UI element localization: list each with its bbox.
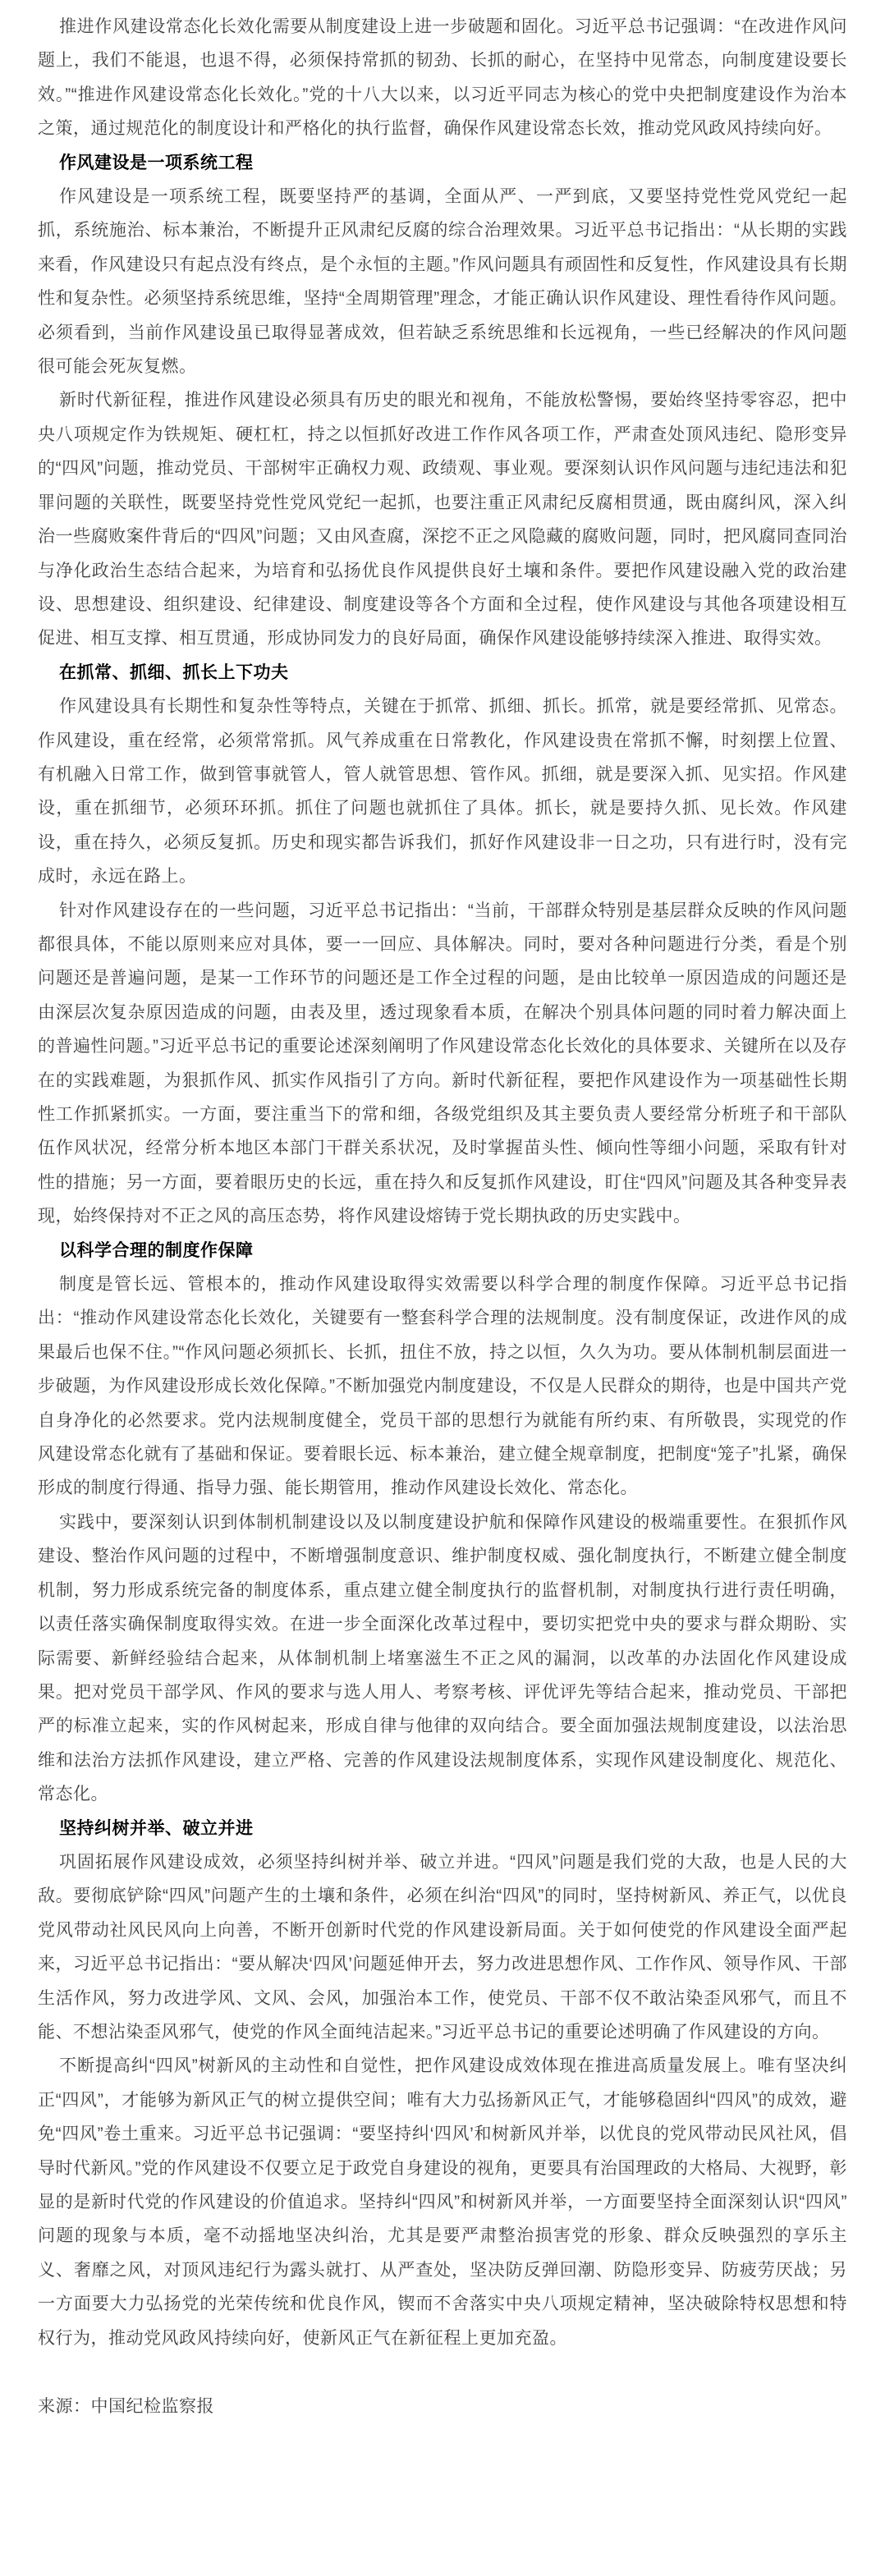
section-heading: 坚持纠树并举、破立并进 bbox=[59, 1818, 254, 1838]
body-paragraph: 作风建设具有长期性和复杂性等特点，关键在于抓常、抓细、抓长。抓常，就是要经常抓、见常态。作风建设，重在经常，必须常常抓。风气养成重在日常教化，作风建设贵在常抓不懈，时刻摆上位置、有机融入日常工作，做到管事就管人，管人就管思想、管作风。抓细，就是要深入抓、见实招。作风建设，重在抓细节，必须环环抓。抓住了问题也就抓住了具体。抓长，就是要持久抓、见长效。作风建设，重在持久，必须反复抓。历史和现实都告诉我们，抓好作风建设非一日之功，只有进行时，没有完成时，永远在路上。 bbox=[38, 697, 847, 887]
body-paragraph: 实践中，要深刻认识到体制机制建设以及以制度建设护航和保障作风建设的极端重要性。在狠抓作风建设、整治作风问题的过程中，不断增强制度意识、维护制度权威、强化制度执行，不断建立健全制度机制，努力形成系统完备的制度体系，重点建立健全制度执行的监督机制，对制度执行进行责任明确，以责任落实确保制度取得实效。在进一步全面深化改革过程中，要切实把党中央的要求与群众期盼、实际需要、新鲜经验结合起来，从体制机制上堵塞滋生不正之风的漏洞，以改革的办法固化作风建设成果。把对党员干部学风、作风的要求与选人用人、考察考核、评优评先等结合起来，推动党员、干部把严的标准立起来，实的作风树起来，形成自律与他律的双向结合。要全面加强法规制度建设，以法治思维和法治方法抓作风建设，建立严格、完善的作风建设法规制度体系，实现作风建设制度化、规范化、常态化。 bbox=[38, 1512, 847, 1804]
body-paragraph: 作风建设是一项系统工程，既要坚持严的基调，全面从严、一严到底，又要坚持党性党风党纪一起抓，系统施治、标本兼治，不断提升正风肃纪反腐的综合治理效果。习近平总书记指出：“从长期的实践来看，作风建设只有起点没有终点，是个永恒的主题。”作风问题具有顽固性和反复性，作风建设具有长期性和复杂性。必须坚持系统思维，坚持“全周期管理”理念，才能正确认识作风建设、理性看待作风问题。必须看到，当前作风建设虽已取得显著成效，但若缺乏系统思维和长远视角，一些已经解决的作风问题很可能会死灰复燃。 bbox=[38, 187, 847, 377]
section-heading: 在抓常、抓细、抓长上下功夫 bbox=[59, 662, 289, 682]
body-paragraph: 制度是管长远、管根本的，推动作风建设取得实效需要以科学合理的制度作保障。习近平总书记指出：“推动作风建设常态化长效化，关键要有一整套科学合理的法规制度。没有制度保证，改进作风的成果最后也保不住。”“作风问题必须抓长、长抓，扭住不放，持之以恒，久久为功。要从体制机制层面进一步破题，为作风建设形成长效化保障。”不断加强党内制度建设，不仅是人民群众的期待，也是中国共产党自身净化的必然要求。党内法规制度健全，党员干部的思想行为就能有所约束、有所敬畏，实现党的作风建设常态化就有了基础和保证。要着眼长远、标本兼治，建立健全规章制度，把制度“笼子”扎紧，确保形成的制度行得通、指导力强、能长期管用，推动作风建设长效化、常态化。 bbox=[38, 1275, 847, 1498]
section-rectify-and-establish bbox=[38, 1812, 847, 2356]
section-heading: 作风建设是一项系统工程 bbox=[59, 153, 254, 172]
section-constant-detail-longterm bbox=[38, 656, 847, 1234]
section-heading: 以科学合理的制度作保障 bbox=[59, 1240, 254, 1260]
source-line: 来源：中国纪检监察报 bbox=[38, 2397, 214, 2417]
section-systematic-project bbox=[38, 146, 847, 656]
section-institutional-guarantee bbox=[38, 1234, 847, 1812]
body-paragraph: 新时代新征程，推进作风建设必须具有历史的眼光和视角，不能放松警惕，要始终坚持零容忍，把中央八项规定作为铁规矩、硬杠杠，持之以恒抓好改进工作作风各项工作，严肃查处顶风违纪、隐形变异的“四风”问题，推动党员、干部树牢正确权力观、政绩观、事业观。要深刻认识作风问题与违纪违法和犯罪问题的关联性，既要坚持党性党风党纪一起抓，也要注重正风肃纪反腐相贯通，既由腐纠风，深入纠治一些腐败案件背后的“四风”问题；又由风查腐，深挖不正之风隐藏的腐败问题，同时，把风腐同查同治与净化政治生态结合起来，为培育和弘扬优良作风提供良好土壤和条件。要把作风建设融入党的政治建设、思想建设、组织建设、纪律建设、制度建设等各个方面和全过程，使作风建设与其他各项建设相互促进、相互支撑、相互贯通，形成协同发力的良好局面，确保作风建设能够持续深入推进、取得实效。 bbox=[38, 391, 847, 649]
intro-paragraph: 推进作风建设常态化长效化需要从制度建设上进一步破题和固化。习近平总书记强调：“在改进作风问题上，我们不能退，也退不得，必须保持常抓的韧劲、长抓的耐心，在坚持中见常态，向制度建设要长效。”“推进作风建设常态化长效化。”党的十八大以来，以习近平同志为核心的党中央把制度建设作为治本之策，通过规范化的制度设计和严格化的执行监督，确保作风建设常态长效，推动党风政风持续向好。 bbox=[38, 17, 847, 139]
body-paragraph: 不断提高纠“四风”树新风的主动性和自觉性，把作风建设成效体现在推进高质量发展上。唯有坚决纠正“四风”，才能够为新风正气的树立提供空间；唯有大力弘扬新风正气，才能够稳固纠“四风”的成效，避免“四风”卷土重来。习近平总书记强调：“要坚持纠‘四风’和树新风并举，以优良的党风带动民风社风，倡导时代新风。”党的作风建设不仅要立足于政党自身建设的视角，更要具有治国理政的大格局、大视野，彰显的是新时代党的作风建设的价值追求。坚持纠“四风”和树新风并举，一方面要坚持全面深刻认识“四风”问题的现象与本质，毫不动摇地坚决纠治，尤其是要严肃整治损害党的形象、群众反映强烈的享乐主义、奢靡之风，对顶风违纪行为露头就打、从严查处，坚决防反弹回潮、防隐形变异、防疲劳厌战；另一方面要大力弘扬党的光荣传统和优良作风，锲而不舍落实中央八项规定精神，坚决破除特权思想和特权行为，推动党风政风持续向好，使新风正气在新征程上更加充盈。 bbox=[38, 2056, 847, 2348]
body-paragraph: 巩固拓展作风建设成效，必须坚持纠树并举、破立并进。“四风”问题是我们党的大敌，也是人民的大敌。要彻底铲除“四风”问题产生的土壤和条件，必须在纠治“四风”的同时，坚持树新风、养正气，以优良党风带动社风民风向上向善，不断开创新时代党的作风建设新局面。关于如何使党的作风建设全面严起来，习近平总书记指出：“要从解决‘四风’问题延伸开去，努力改进思想作风、工作作风、领导作风、干部生活作风，努力改进学风、文风、会风，加强治本工作，使党员、干部不仅不敢沾染歪风邪气，而且不能、不想沾染歪风邪气，使党的作风全面纯洁起来。”习近平总书记的重要论述明确了作风建设的方向。 bbox=[38, 1852, 847, 2042]
body-paragraph: 针对作风建设存在的一些问题，习近平总书记指出：“当前，干部群众特别是基层群众反映的作风问题都很具体，不能以原则来应对具体，要一一回应、具体解决。同时，要对各种问题进行分类，看是个别问题还是普遍问题，是某一工作环节的问题还是工作全过程的问题，是由比较单一原因造成的问题还是由深层次复杂原因造成的问题，由表及里，透过现象看本质，在解决个别具体问题的同时着力解决面上的普遍性问题。”习近平总书记的重要论述深刻阐明了作风建设常态化长效化的具体要求、关键所在以及存在的实践难题，为狠抓作风、抓实作风指引了方向。新时代新征程，要把作风建设作为一项基础性长期性工作抓紧抓实。一方面，要注重当下的常和细，各级党组织及其主要负责人要经常分析班子和干部队伍作风状况，经常分析本地区本部门干群关系状况，及时掌握苗头性、倾向性等细小问题，采取有针对性的措施；另一方面，要着眼历史的长远，重在持久和反复抓作风建设，盯住“四风”问题及其各种变异表现，始终保持对不正之风的高压态势，将作风建设熔铸于党长期执政的历史实践中。 bbox=[38, 901, 847, 1226]
